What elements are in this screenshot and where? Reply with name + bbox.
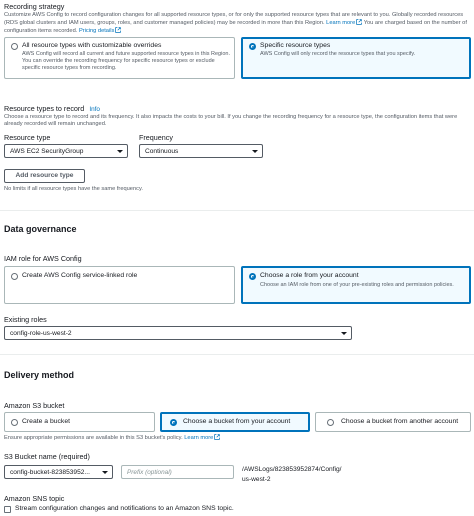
- external-link-icon: [214, 434, 220, 440]
- frequency-label: Frequency: [139, 133, 173, 142]
- recording-strategy-description: Customize AWS Config to record configuration changes for all supported resource types, or for only the supported resource types that are relevant to you. Globally recorded resources (RDS global clusters and IAM users, groups, roles, and customer managed policies) may be recorded in more than this Region. Learn more You are charged based on the number of configuration items recorded. Pricing details: [4, 12, 467, 34]
- option-create-role-title: Create AWS Config service-linked role: [22, 272, 138, 279]
- prefix-input[interactable]: [121, 465, 234, 479]
- radio-all-resource-types[interactable]: [11, 43, 18, 50]
- section-divider: [0, 354, 474, 355]
- resource-types-description: Choose a resource type to record and its frequency. It also impacts the costs to your bill. If you change the recording frequency for a resource type, the configuration items that were already recorded will remain unchanged.: [4, 114, 458, 127]
- existing-roles-select[interactable]: config-role-us-west-2: [4, 326, 352, 340]
- option-specific-resource-types[interactable]: [241, 37, 471, 79]
- option-other-account-bucket[interactable]: [315, 412, 471, 432]
- radio-choose-bucket[interactable]: [170, 419, 177, 426]
- data-governance-heading: Data governance: [4, 224, 77, 234]
- learn-more-link[interactable]: Learn more: [326, 20, 356, 26]
- option-specific-title: Specific resource types: [260, 42, 331, 49]
- bucket-path-line-2: us-west-2: [242, 476, 271, 483]
- permissions-note: Ensure appropriate permissions are available in this S3 bucket's policy. Learn more: [4, 434, 220, 442]
- radio-other-account-bucket[interactable]: [327, 419, 334, 426]
- bucket-name-label: S3 Bucket name (required): [4, 452, 90, 461]
- option-choose-role[interactable]: [241, 266, 471, 304]
- delivery-method-heading: Delivery method: [4, 370, 75, 380]
- resource-type-select[interactable]: AWS EC2 SecurityGroup: [4, 144, 128, 158]
- chevron-down-icon: [341, 332, 347, 335]
- radio-choose-role[interactable]: [249, 273, 256, 280]
- sns-stream-checkbox[interactable]: [4, 506, 11, 513]
- learn-more-link[interactable]: Learn more: [184, 435, 214, 441]
- radio-specific-resource-types[interactable]: [249, 43, 256, 50]
- option-all-description: AWS Config will record all current and future supported resource types in this Region. You can override the recording frequency for specific resource types or exclude specific resource types from recording.: [22, 51, 230, 71]
- external-link-icon: [356, 19, 362, 25]
- option-choose-role-description: Choose an IAM role from one of your pre-existing roles and permission policies.: [260, 282, 454, 288]
- frequency-select[interactable]: Continuous: [139, 144, 263, 158]
- option-specific-description: AWS Config will only record the resource types that you specify.: [260, 51, 416, 57]
- bucket-path-line-1: /AWSLogs/823853952874/Config/: [242, 466, 342, 473]
- s3-bucket-label: Amazon S3 bucket: [4, 401, 65, 410]
- add-resource-type-button[interactable]: Add resource type: [4, 169, 85, 183]
- option-create-bucket[interactable]: [4, 412, 155, 432]
- resource-type-label: Resource type: [4, 133, 51, 142]
- chevron-down-icon: [252, 150, 258, 153]
- bucket-name-select[interactable]: config-bucket-823853952...: [4, 465, 113, 479]
- chevron-down-icon: [117, 150, 123, 153]
- option-create-service-linked-role[interactable]: [4, 266, 235, 304]
- option-create-bucket-label: Create a bucket: [22, 418, 70, 425]
- option-other-account-label: Choose a bucket from another account: [341, 418, 459, 425]
- iam-role-label: IAM role for AWS Config: [4, 254, 82, 263]
- bucket-path: [242, 465, 341, 485]
- resource-types-label: Resource types to record Info: [4, 104, 100, 113]
- option-choose-bucket-label: Choose a bucket from your account: [183, 418, 291, 425]
- chevron-down-icon: [102, 471, 108, 474]
- option-all-resource-types[interactable]: [4, 37, 235, 79]
- radio-create-service-linked-role[interactable]: [11, 273, 18, 280]
- pricing-details-link[interactable]: Pricing details: [78, 28, 115, 34]
- section-divider: [0, 210, 474, 211]
- limits-note: No limits if all resource types have the same frequency.: [4, 186, 143, 192]
- radio-create-bucket[interactable]: [11, 419, 18, 426]
- sns-topic-label: Amazon SNS topic: [4, 494, 65, 503]
- option-all-title: All resource types with customizable overrides: [22, 42, 162, 49]
- option-choose-role-title: Choose a role from your account: [260, 272, 359, 279]
- recording-strategy-label: Recording strategy: [4, 2, 65, 11]
- existing-roles-label: Existing roles: [4, 315, 47, 324]
- info-link[interactable]: Info: [89, 106, 100, 113]
- external-link-icon: [115, 27, 121, 33]
- sns-stream-label: Stream configuration changes and notifications to an Amazon SNS topic.: [15, 505, 234, 512]
- option-choose-bucket[interactable]: [160, 412, 310, 432]
